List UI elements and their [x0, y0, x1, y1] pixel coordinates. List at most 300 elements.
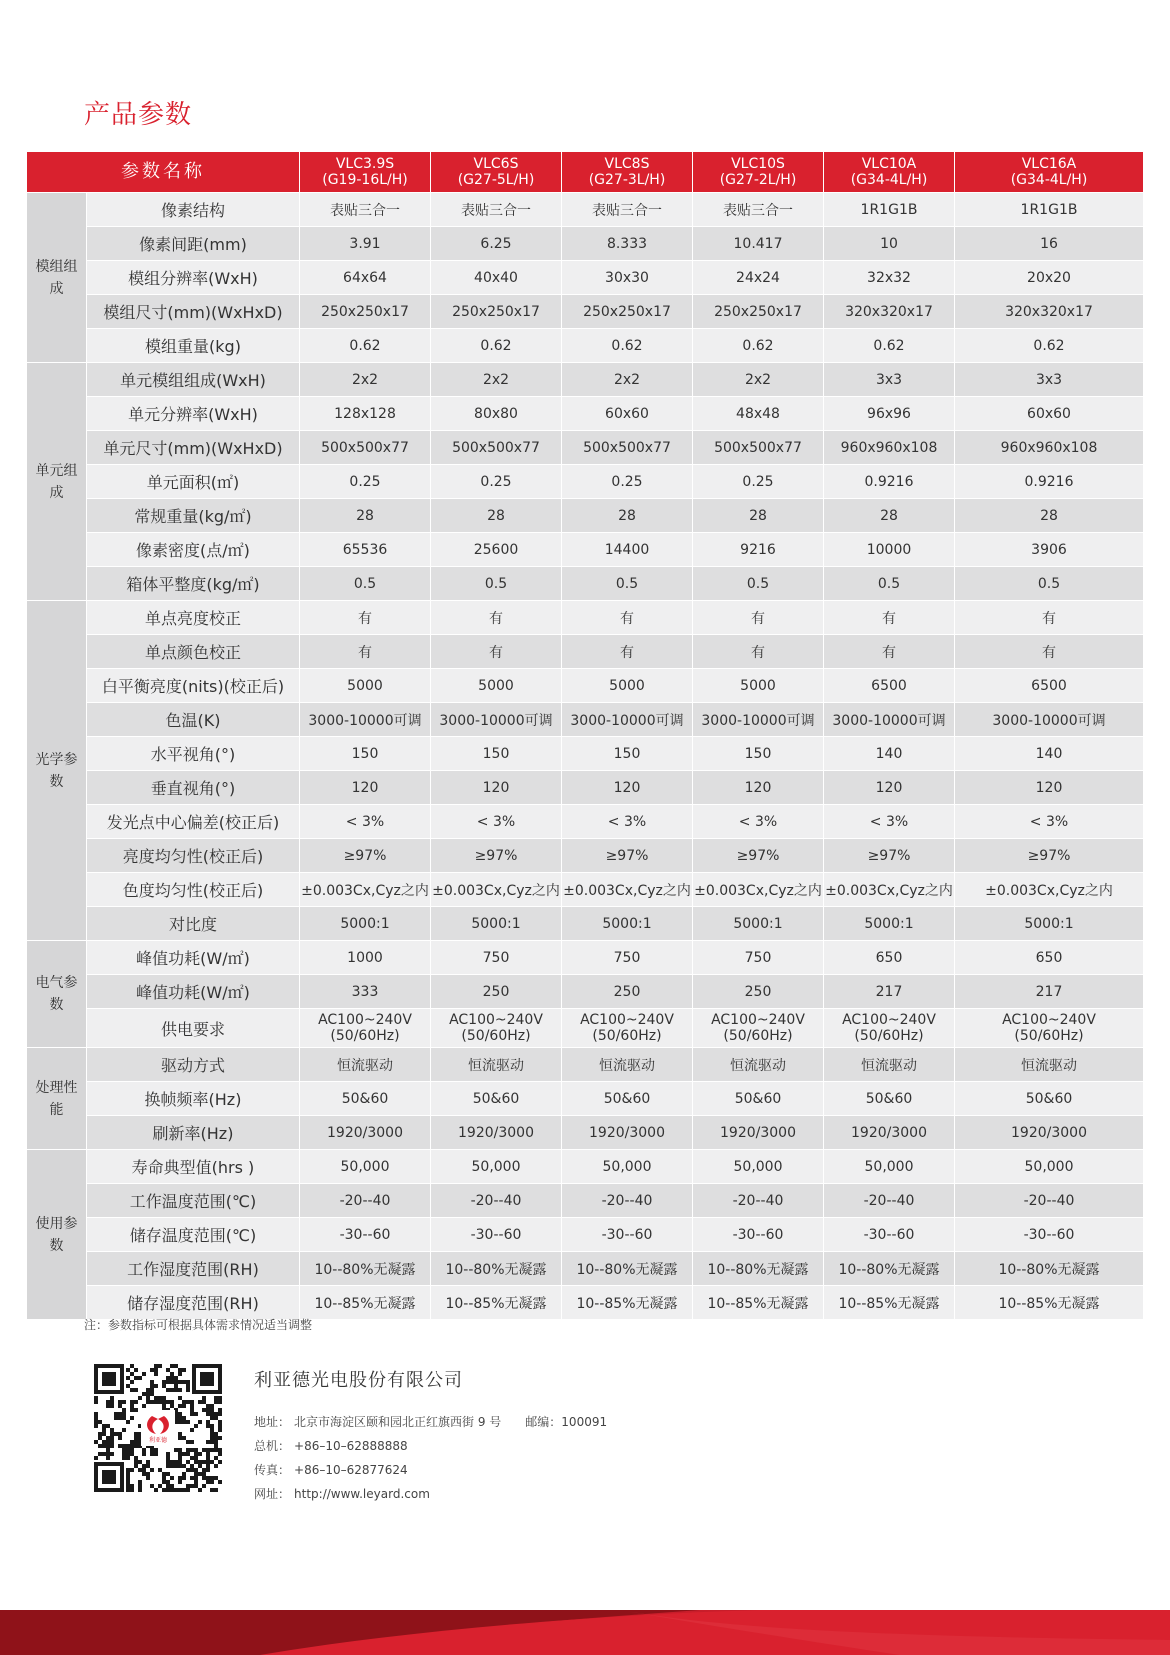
param-value: 恒流驱动	[693, 1048, 824, 1082]
param-value: 96x96	[824, 397, 955, 431]
param-value: 120	[431, 771, 562, 805]
param-value: 有	[300, 635, 431, 669]
qr-module	[162, 1476, 166, 1480]
table-row	[27, 839, 1144, 873]
qr-module	[150, 1468, 154, 1472]
qr-module	[202, 1408, 206, 1412]
qr-module	[218, 1428, 222, 1432]
param-value: 3000-10000可调	[300, 703, 431, 737]
value-line: AC100~240V	[318, 1012, 412, 1028]
qr-module	[142, 1448, 146, 1452]
param-value: 2x2	[300, 363, 431, 397]
qr-module	[110, 1436, 114, 1440]
param-value: 50&60	[955, 1082, 1144, 1116]
model-name: VLC16A	[1021, 156, 1077, 172]
param-value: 9216	[693, 533, 824, 567]
qr-module	[178, 1412, 182, 1416]
qr-module	[134, 1440, 138, 1444]
qr-module	[134, 1460, 138, 1464]
web-line	[254, 1482, 607, 1506]
param-value: 120	[562, 771, 693, 805]
qr-logo-text: 利亚德	[148, 1437, 168, 1444]
model-code: (G27-5L/H)	[457, 172, 535, 188]
qr-module	[98, 1452, 102, 1456]
spec-body	[27, 193, 1144, 1320]
qr-module	[178, 1380, 182, 1384]
model-header	[693, 152, 824, 193]
qr-module	[194, 1460, 198, 1464]
qr-module	[178, 1404, 182, 1408]
param-value: 120	[300, 771, 431, 805]
fax-value: +86–10–62877624	[294, 1463, 408, 1477]
param-value: 恒流驱动	[300, 1048, 431, 1082]
param-value: 3000-10000可调	[824, 703, 955, 737]
param-label: 单元面积(㎡)	[87, 465, 300, 499]
qr-module	[190, 1400, 194, 1404]
model-code: (G27-3L/H)	[588, 172, 666, 188]
qr-module	[98, 1420, 102, 1424]
qr-module	[174, 1380, 178, 1384]
qr-module	[134, 1408, 138, 1412]
qr-module	[182, 1452, 186, 1456]
qr-module	[186, 1452, 190, 1456]
param-value: 500x500x77	[562, 431, 693, 465]
param-label: 寿命典型值(hrs )	[87, 1150, 300, 1184]
qr-module	[210, 1480, 214, 1484]
qr-module	[210, 1460, 214, 1464]
qr-module	[126, 1488, 130, 1492]
param-value: 140	[824, 737, 955, 771]
table-row	[27, 567, 1144, 601]
qr-module	[98, 1436, 102, 1440]
param-value: 320x320x17	[955, 295, 1144, 329]
param-value: 10--85%无凝露	[824, 1286, 955, 1320]
param-value: 0.5	[955, 567, 1144, 601]
param-value: ≥97%	[562, 839, 693, 873]
param-value: 3x3	[824, 363, 955, 397]
qr-module	[218, 1420, 222, 1424]
param-value: 0.62	[300, 329, 431, 363]
qr-module	[122, 1456, 126, 1460]
qr-module	[130, 1452, 134, 1456]
qr-module	[202, 1396, 206, 1400]
qr-module	[218, 1448, 222, 1452]
qr-module	[134, 1464, 138, 1468]
qr-module	[138, 1484, 142, 1488]
qr-module	[202, 1448, 206, 1452]
qr-module	[214, 1396, 218, 1400]
qr-module	[210, 1488, 214, 1492]
param-value: 50,000	[562, 1150, 693, 1184]
qr-module	[218, 1452, 222, 1456]
table-row	[27, 465, 1144, 499]
qr-module	[94, 1440, 98, 1444]
qr-module	[206, 1456, 210, 1460]
qr-module	[162, 1384, 166, 1388]
qr-module	[198, 1400, 202, 1404]
qr-module	[190, 1476, 194, 1480]
qr-module	[194, 1484, 198, 1488]
header-row	[27, 152, 1144, 193]
qr-module	[214, 1436, 218, 1440]
param-value: 50,000	[431, 1150, 562, 1184]
param-value: 1920/3000	[562, 1116, 693, 1150]
param-value: 140	[955, 737, 1144, 771]
qr-module	[130, 1400, 134, 1404]
qr-module	[182, 1400, 186, 1404]
param-value: 25600	[431, 533, 562, 567]
param-value: 750	[562, 941, 693, 975]
qr-module	[134, 1376, 138, 1380]
value-line: (50/60Hz)	[330, 1028, 400, 1044]
param-value: -30--60	[431, 1218, 562, 1252]
param-value: 65536	[300, 533, 431, 567]
qr-module	[110, 1396, 114, 1400]
model-name: VLC10A	[861, 156, 917, 172]
phone-line	[254, 1434, 607, 1458]
param-value: 有	[431, 635, 562, 669]
web-link[interactable]: http://www.leyard.com	[294, 1487, 430, 1501]
qr-module	[178, 1480, 182, 1484]
qr-module	[106, 1440, 110, 1444]
param-value: 有	[431, 601, 562, 635]
qr-module	[194, 1424, 198, 1428]
group-label: 使用参数	[27, 1150, 87, 1320]
param-value: 250	[431, 975, 562, 1009]
param-value: 6500	[955, 669, 1144, 703]
qr-module	[178, 1456, 182, 1460]
qr-module	[182, 1368, 186, 1372]
param-value: ±0.003Cx,Cyz之内	[431, 873, 562, 907]
qr-module	[114, 1412, 118, 1416]
qr-module	[174, 1376, 178, 1380]
qr-module	[138, 1488, 142, 1492]
param-value: 333	[300, 975, 431, 1009]
table-row	[27, 635, 1144, 669]
param-value: 恒流驱动	[955, 1048, 1144, 1082]
param-value: 表贴三合一	[562, 193, 693, 227]
qr-module	[166, 1464, 170, 1468]
param-value: 恒流驱动	[431, 1048, 562, 1082]
qr-module	[218, 1480, 222, 1484]
param-label: 换帧频率(Hz)	[87, 1082, 300, 1116]
qr-module	[186, 1484, 190, 1488]
qr-module	[190, 1412, 194, 1416]
qr-module	[198, 1420, 202, 1424]
qr-module	[206, 1440, 210, 1444]
qr-module	[126, 1476, 130, 1480]
qr-module	[186, 1440, 190, 1444]
qr-module	[202, 1472, 206, 1476]
table-row	[27, 1150, 1144, 1184]
qr-module	[118, 1412, 122, 1416]
qr-module	[138, 1376, 142, 1380]
qr-module	[178, 1372, 182, 1376]
table-row	[27, 1009, 1144, 1048]
qr-module	[102, 1452, 106, 1456]
qr-module	[154, 1364, 158, 1368]
qr-module	[126, 1452, 130, 1456]
param-value: -30--60	[955, 1218, 1144, 1252]
qr-module	[114, 1416, 118, 1420]
qr-module	[174, 1364, 178, 1368]
param-value: 10--80%无凝露	[300, 1252, 431, 1286]
qr-module	[218, 1400, 222, 1404]
param-value: 16	[955, 227, 1144, 261]
qr-module	[218, 1424, 222, 1428]
qr-module	[198, 1472, 202, 1476]
qr-module	[146, 1460, 150, 1464]
qr-module	[214, 1456, 218, 1460]
param-value: ±0.003Cx,Cyz之内	[300, 873, 431, 907]
qr-module	[94, 1456, 98, 1460]
qr-module	[154, 1372, 158, 1376]
qr-module	[174, 1384, 178, 1388]
param-value: 150	[431, 737, 562, 771]
qr-module	[190, 1484, 194, 1488]
qr-module	[202, 1460, 206, 1464]
param-value	[955, 1009, 1144, 1048]
param-label: 单点颜色校正	[87, 635, 300, 669]
param-value	[562, 1009, 693, 1048]
param-value: 217	[955, 975, 1144, 1009]
model-header	[955, 152, 1144, 193]
param-value	[431, 1009, 562, 1048]
qr-module	[214, 1488, 218, 1492]
param-value: 250x250x17	[562, 295, 693, 329]
table-row	[27, 295, 1144, 329]
param-value: 0.62	[431, 329, 562, 363]
qr-module	[162, 1472, 166, 1476]
param-value: 650	[824, 941, 955, 975]
qr-module	[186, 1468, 190, 1472]
qr-module	[194, 1448, 198, 1452]
qr-module	[106, 1448, 110, 1452]
footer-band	[0, 1610, 1170, 1655]
qr-module	[94, 1424, 98, 1428]
qr-module	[206, 1420, 210, 1424]
param-value: 0.62	[824, 329, 955, 363]
qr-module	[178, 1448, 182, 1452]
param-value: 150	[693, 737, 824, 771]
param-value: 217	[824, 975, 955, 1009]
qr-module	[102, 1432, 106, 1436]
qr-module	[194, 1480, 198, 1484]
qr-module	[218, 1460, 222, 1464]
qr-module	[170, 1400, 174, 1404]
param-value: 80x80	[431, 397, 562, 431]
qr-module	[190, 1468, 194, 1472]
param-value: 10--80%无凝露	[431, 1252, 562, 1286]
param-value: 60x60	[955, 397, 1144, 431]
qr-module	[194, 1456, 198, 1460]
param-value: 表贴三合一	[300, 193, 431, 227]
param-value: 24x24	[693, 261, 824, 295]
model-code: (G34-4L/H)	[1010, 172, 1088, 188]
param-value: 120	[693, 771, 824, 805]
param-value: 250x250x17	[693, 295, 824, 329]
group-label: 单元组成	[27, 363, 87, 601]
qr-module	[190, 1404, 194, 1408]
qr-module	[194, 1472, 198, 1476]
qr-module	[138, 1460, 142, 1464]
param-value: 1920/3000	[693, 1116, 824, 1150]
param-value: 10--80%无凝露	[955, 1252, 1144, 1286]
param-value: 0.5	[431, 567, 562, 601]
qr-module	[162, 1380, 166, 1384]
table-row	[27, 261, 1144, 295]
qr-module	[122, 1408, 126, 1412]
param-label: 供电要求	[87, 1009, 300, 1048]
param-name-header: 参数名称	[27, 152, 300, 193]
param-label: 像素间距(mm)	[87, 227, 300, 261]
qr-module	[178, 1476, 182, 1480]
param-label: 储存湿度范围(RH)	[87, 1286, 300, 1320]
param-value: 150	[300, 737, 431, 771]
qr-module	[110, 1432, 114, 1436]
param-label: 单元分辨率(WxH)	[87, 397, 300, 431]
param-value: 1920/3000	[824, 1116, 955, 1150]
table-row	[27, 1184, 1144, 1218]
qr-module	[170, 1364, 174, 1368]
table-row	[27, 771, 1144, 805]
param-value: ≥97%	[693, 839, 824, 873]
qr-module	[194, 1452, 198, 1456]
param-value: 5000:1	[824, 907, 955, 941]
param-label: 刷新率(Hz)	[87, 1116, 300, 1150]
param-value: 6.25	[431, 227, 562, 261]
param-value: 0.62	[562, 329, 693, 363]
qr-module	[154, 1396, 158, 1400]
qr-module	[202, 1484, 206, 1488]
zip-value: 100091	[561, 1415, 608, 1429]
qr-module	[122, 1428, 126, 1432]
param-label: 白平衡亮度(nits)(校正后)	[87, 669, 300, 703]
qr-module	[94, 1412, 98, 1416]
phone-label: 总机：	[254, 1439, 291, 1453]
param-label: 峰值功耗(W/㎡)	[87, 975, 300, 1009]
qr-module	[178, 1432, 182, 1436]
qr-module	[174, 1464, 178, 1468]
qr-module	[114, 1432, 118, 1436]
param-value: 20x20	[955, 261, 1144, 295]
param-value: 28	[431, 499, 562, 533]
param-value: 64x64	[300, 261, 431, 295]
qr-module	[146, 1388, 150, 1392]
param-label: 峰值功耗(W/㎡)	[87, 941, 300, 975]
param-value: 50&60	[824, 1082, 955, 1116]
qr-module	[142, 1372, 146, 1376]
param-value: ≥97%	[955, 839, 1144, 873]
param-label: 垂直视角(°)	[87, 771, 300, 805]
param-value: 0.5	[300, 567, 431, 601]
param-value: 表贴三合一	[431, 193, 562, 227]
qr-module	[166, 1400, 170, 1404]
param-label: 单元尺寸(mm)(WxHxD)	[87, 431, 300, 465]
qr-module	[118, 1432, 122, 1436]
param-value: 恒流驱动	[562, 1048, 693, 1082]
param-value: 28	[955, 499, 1144, 533]
param-value: 5000	[431, 669, 562, 703]
param-value: 0.5	[562, 567, 693, 601]
qr-module	[206, 1460, 210, 1464]
qr-module	[154, 1368, 158, 1372]
qr-module	[194, 1468, 198, 1472]
fax-line	[254, 1458, 607, 1482]
param-value: 3000-10000可调	[431, 703, 562, 737]
param-value: 1R1G1B	[955, 193, 1144, 227]
param-value	[300, 1009, 431, 1048]
qr-module	[106, 1400, 110, 1404]
qr-module	[182, 1464, 186, 1468]
qr-module	[150, 1452, 154, 1456]
zip-label: 邮编：	[525, 1415, 562, 1429]
qr-module	[102, 1440, 106, 1444]
param-value: 5000:1	[562, 907, 693, 941]
param-value: 50,000	[824, 1150, 955, 1184]
param-value: < 3%	[955, 805, 1144, 839]
param-value: 50&60	[431, 1082, 562, 1116]
param-value: 960x960x108	[955, 431, 1144, 465]
param-value: 10--80%无凝露	[693, 1252, 824, 1286]
address-value: 北京市海淀区颐和园北正红旗西街 9 号	[294, 1415, 502, 1429]
qr-module	[154, 1488, 158, 1492]
qr-module	[198, 1464, 202, 1468]
qr-module	[210, 1440, 214, 1444]
param-value: 50&60	[693, 1082, 824, 1116]
param-value: 有	[955, 635, 1144, 669]
param-value: < 3%	[300, 805, 431, 839]
param-label: 对比度	[87, 907, 300, 941]
qr-module	[146, 1464, 150, 1468]
model-header	[431, 152, 562, 193]
qr-module	[178, 1416, 182, 1420]
qr-module	[130, 1468, 134, 1472]
param-value: 5000	[562, 669, 693, 703]
qr-module	[214, 1440, 218, 1444]
qr-module	[166, 1472, 170, 1476]
qr-module	[214, 1416, 218, 1420]
qr-module	[206, 1480, 210, 1484]
table-row	[27, 363, 1144, 397]
qr-module	[130, 1388, 134, 1392]
qr-module	[146, 1472, 150, 1476]
qr-module	[162, 1404, 166, 1408]
qr-module	[130, 1440, 134, 1444]
value-line: (50/60Hz)	[854, 1028, 924, 1044]
param-value: 2x2	[431, 363, 562, 397]
param-value: 0.25	[300, 465, 431, 499]
param-label: 工作温度范围(℃)	[87, 1184, 300, 1218]
param-value: -30--60	[300, 1218, 431, 1252]
param-value: -20--40	[693, 1184, 824, 1218]
param-label: 箱体平整度(kg/㎡)	[87, 567, 300, 601]
qr-module	[206, 1448, 210, 1452]
table-row	[27, 703, 1144, 737]
qr-module	[166, 1388, 170, 1392]
model-name: VLC6S	[473, 156, 519, 172]
fax-label: 传真：	[254, 1463, 291, 1477]
model-header	[824, 152, 955, 193]
qr-module	[110, 1444, 114, 1448]
qr-module	[150, 1448, 154, 1452]
qr-module	[110, 1404, 114, 1408]
qr-module	[210, 1424, 214, 1428]
param-value: 500x500x77	[693, 431, 824, 465]
param-value: ≥97%	[431, 839, 562, 873]
table-row	[27, 1116, 1144, 1150]
qr-module	[134, 1436, 138, 1440]
